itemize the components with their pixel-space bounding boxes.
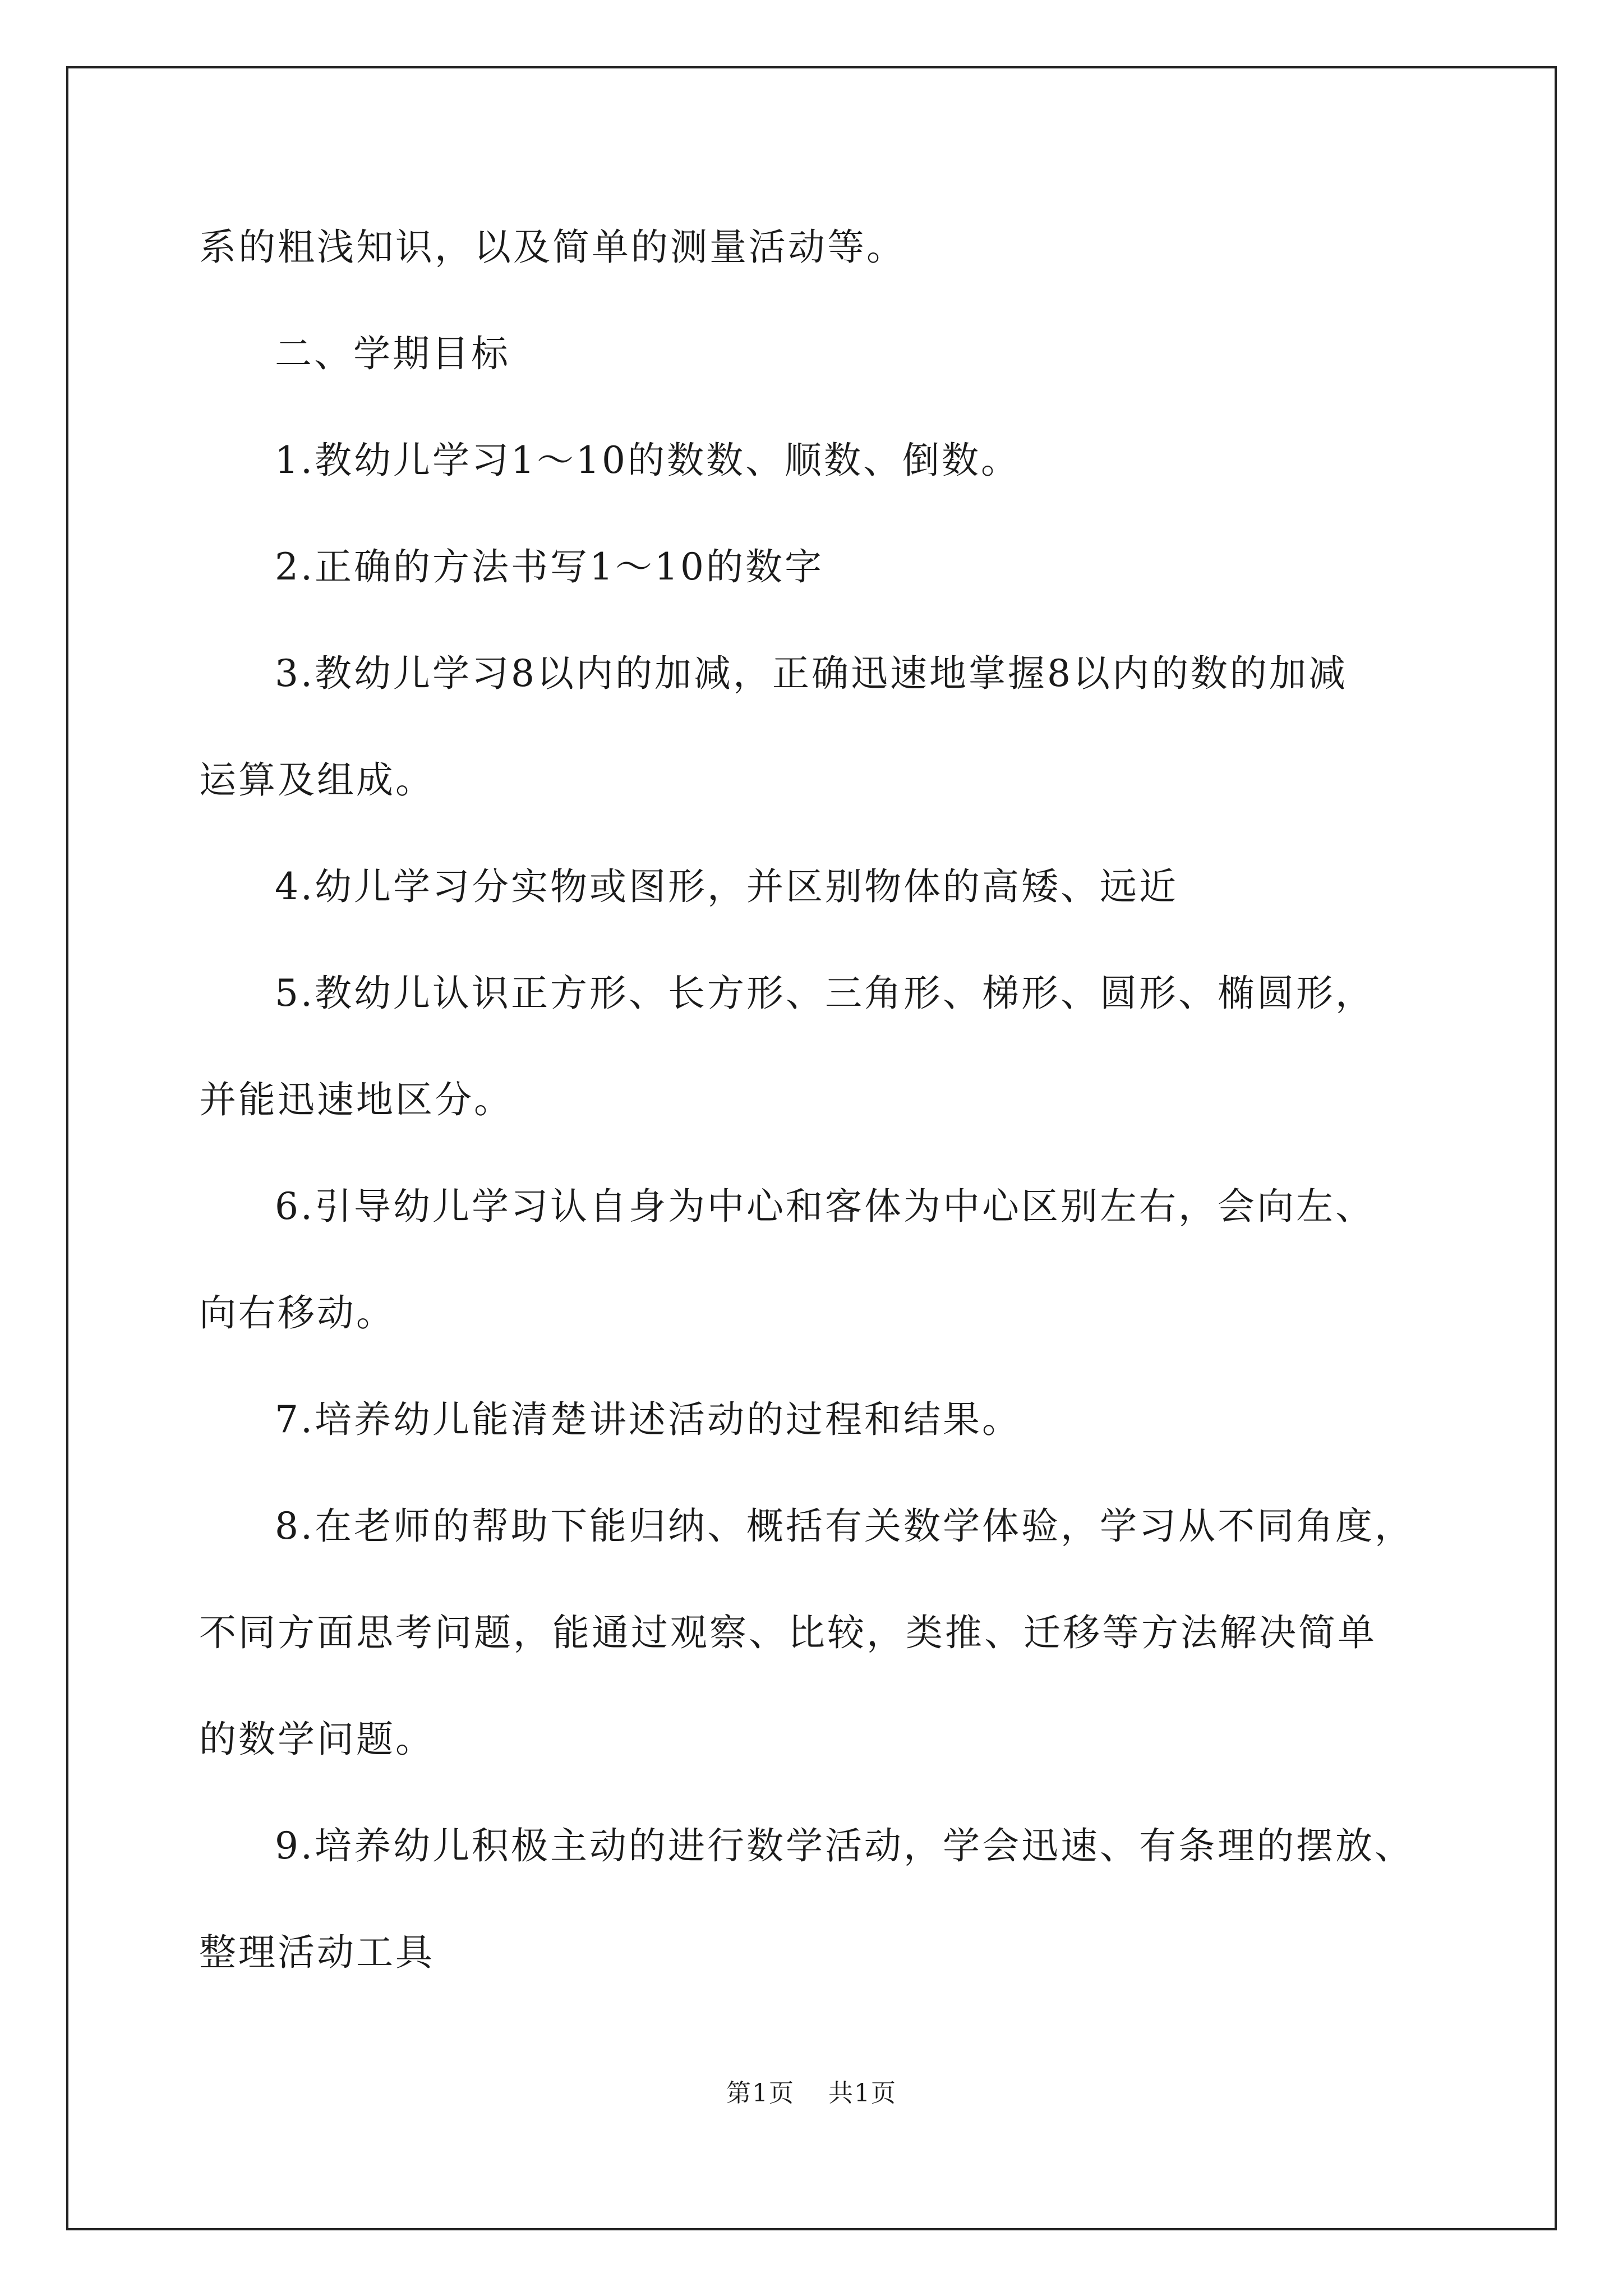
goal-item-5-cont: 并能迅速地区分。 [199,1078,513,1121]
goal-item-4: 4.幼儿学习分实物或图形，并区别物体的高矮、远近 [275,865,1178,908]
section-heading: 二、学期目标 [275,332,510,375]
page-footer [0,2081,1623,2106]
goal-item-6-cont: 向右移动。 [199,1291,395,1335]
page-border [66,66,1557,2230]
goal-item-9: 9.培养幼儿积极主动的进行数学活动，学会迅速、有条理的摆放、 [275,1824,1414,1867]
page-number-total: 共1页 [828,2079,897,2108]
text-line-1: 系的粗浅知识，以及简单的测量活动等。 [199,226,906,269]
goal-item-8-cont-1: 不同方面思考问题，能通过观察、比较，类推、迁移等方法解决简单 [199,1611,1377,1654]
goal-item-9-cont: 整理活动工具 [199,1931,435,1974]
page-number-current: 第1页 [726,2079,795,2108]
goal-item-8-cont-2: 的数学问题。 [199,1718,435,1761]
goal-item-2: 2.正确的方法书写1～10的数字 [275,545,824,588]
goal-item-3: 3.教幼儿学习8以内的加减，正确迅速地掌握8以内的数的加减 [275,652,1348,695]
goal-item-5: 5.教幼儿认识正方形、长方形、三角形、梯形、圆形、椭圆形， [275,972,1375,1015]
goal-item-1: 1.教幼儿学习1～10的数数、顺数、倒数。 [275,439,1020,482]
goal-item-7: 7.培养幼儿能清楚讲述活动的过程和结果。 [275,1398,1021,1441]
goal-item-3-cont: 运算及组成。 [199,758,435,802]
goal-item-6: 6.引导幼儿学习认自身为中心和客体为中心区别左右，会向左、 [275,1185,1375,1228]
goal-item-8: 8.在老师的帮助下能归纳、概括有关数学体验，学习从不同角度， [275,1504,1414,1548]
